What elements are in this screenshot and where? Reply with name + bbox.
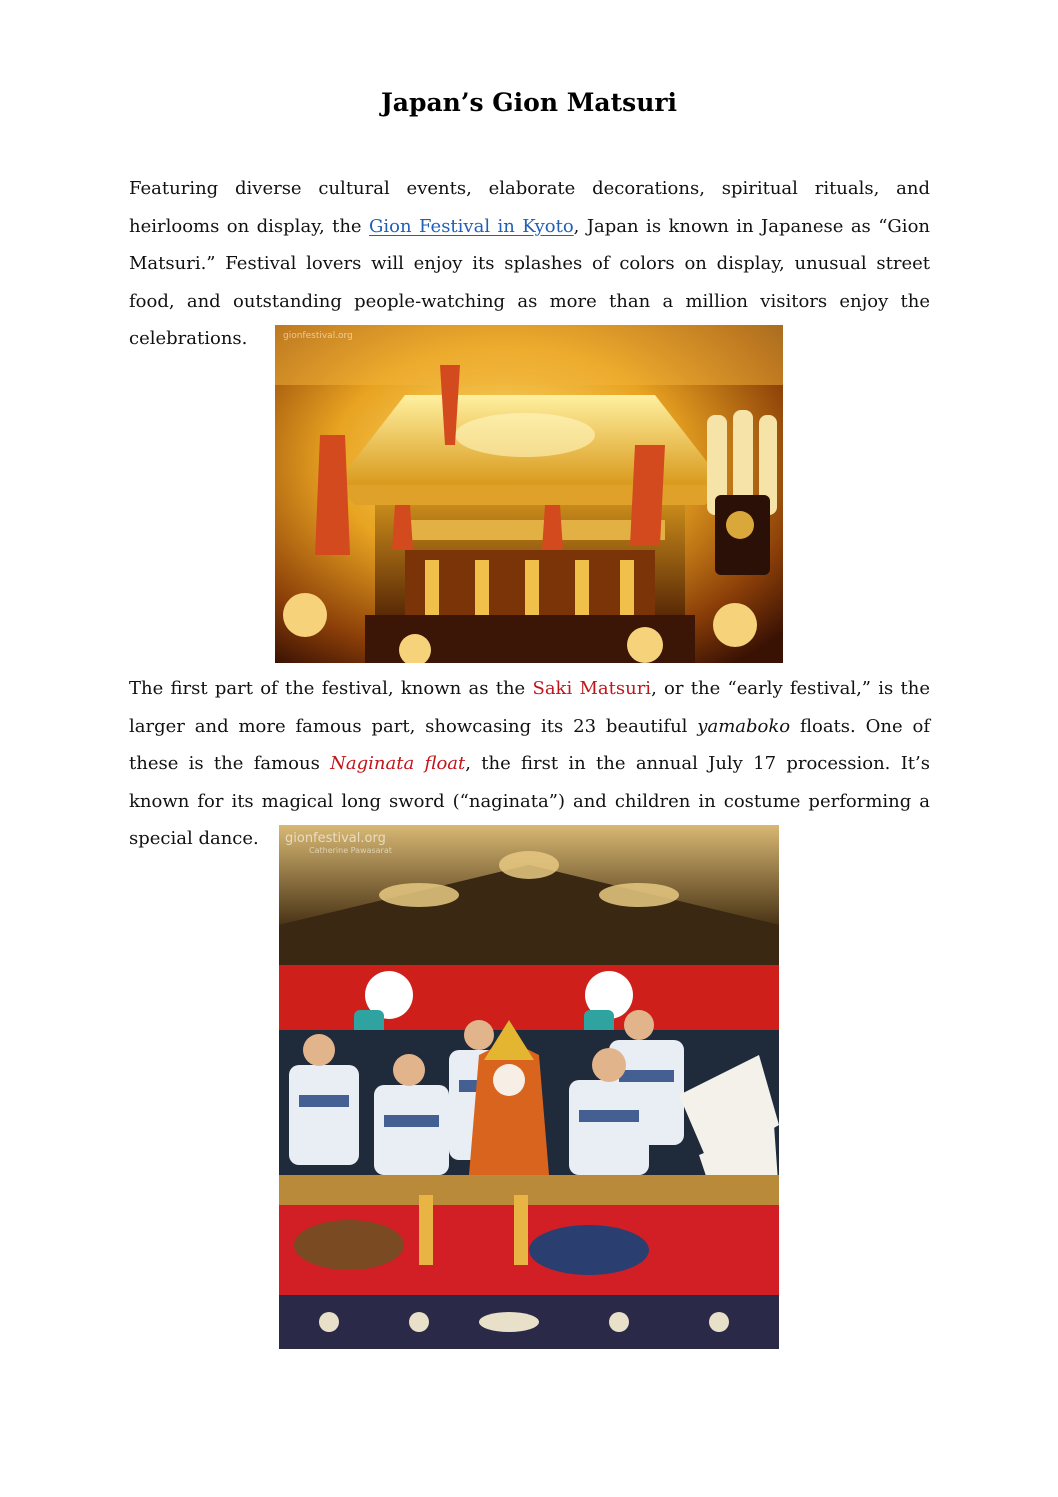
- page-title: Japan’s Gion Matsuri: [380, 88, 678, 117]
- para2-text-3: floats. One of these is the famous: [129, 715, 930, 774]
- intro-text-before-link: Featuring diverse cultural events, elaborate decorations, spiritual rituals, and heirlooms on display, the: [129, 178, 930, 237]
- para2-text-1: The first part of the festival, known as the: [129, 678, 533, 699]
- mikoshi-photo: [275, 325, 783, 663]
- yamaboko-term: yamaboko: [697, 715, 791, 737]
- para2-text-2: , or the “early festival,” is the larger and more famous part, showcasing its 23 beautiful: [129, 678, 930, 737]
- saki-matsuri-term: Saki Matsuri: [532, 678, 652, 699]
- naginata-float-term: Naginata float: [330, 753, 466, 774]
- gion-festival-link[interactable]: Gion Festival in Kyoto: [369, 215, 574, 237]
- image2-credit: Catherine Pawasarat: [309, 846, 392, 855]
- image1-watermark: gionfestival.org: [283, 331, 353, 341]
- image2-watermark: gionfestival.org: [285, 831, 386, 846]
- para2-text-4: , the first in the annual July 17 procession. It’s known for its magical long sword (“naginata”) and children in costume performing a special dance.: [129, 753, 930, 849]
- naginata-float-photo: [279, 825, 779, 1349]
- intro-text-after-link: , Japan is known in Japanese as “Gion Matsuri.” Festival lovers will enjoy its splashes of colors on display, unusual street food, and outstanding people-watching as more than a million visitors enjoy the celebrations.: [129, 215, 930, 349]
